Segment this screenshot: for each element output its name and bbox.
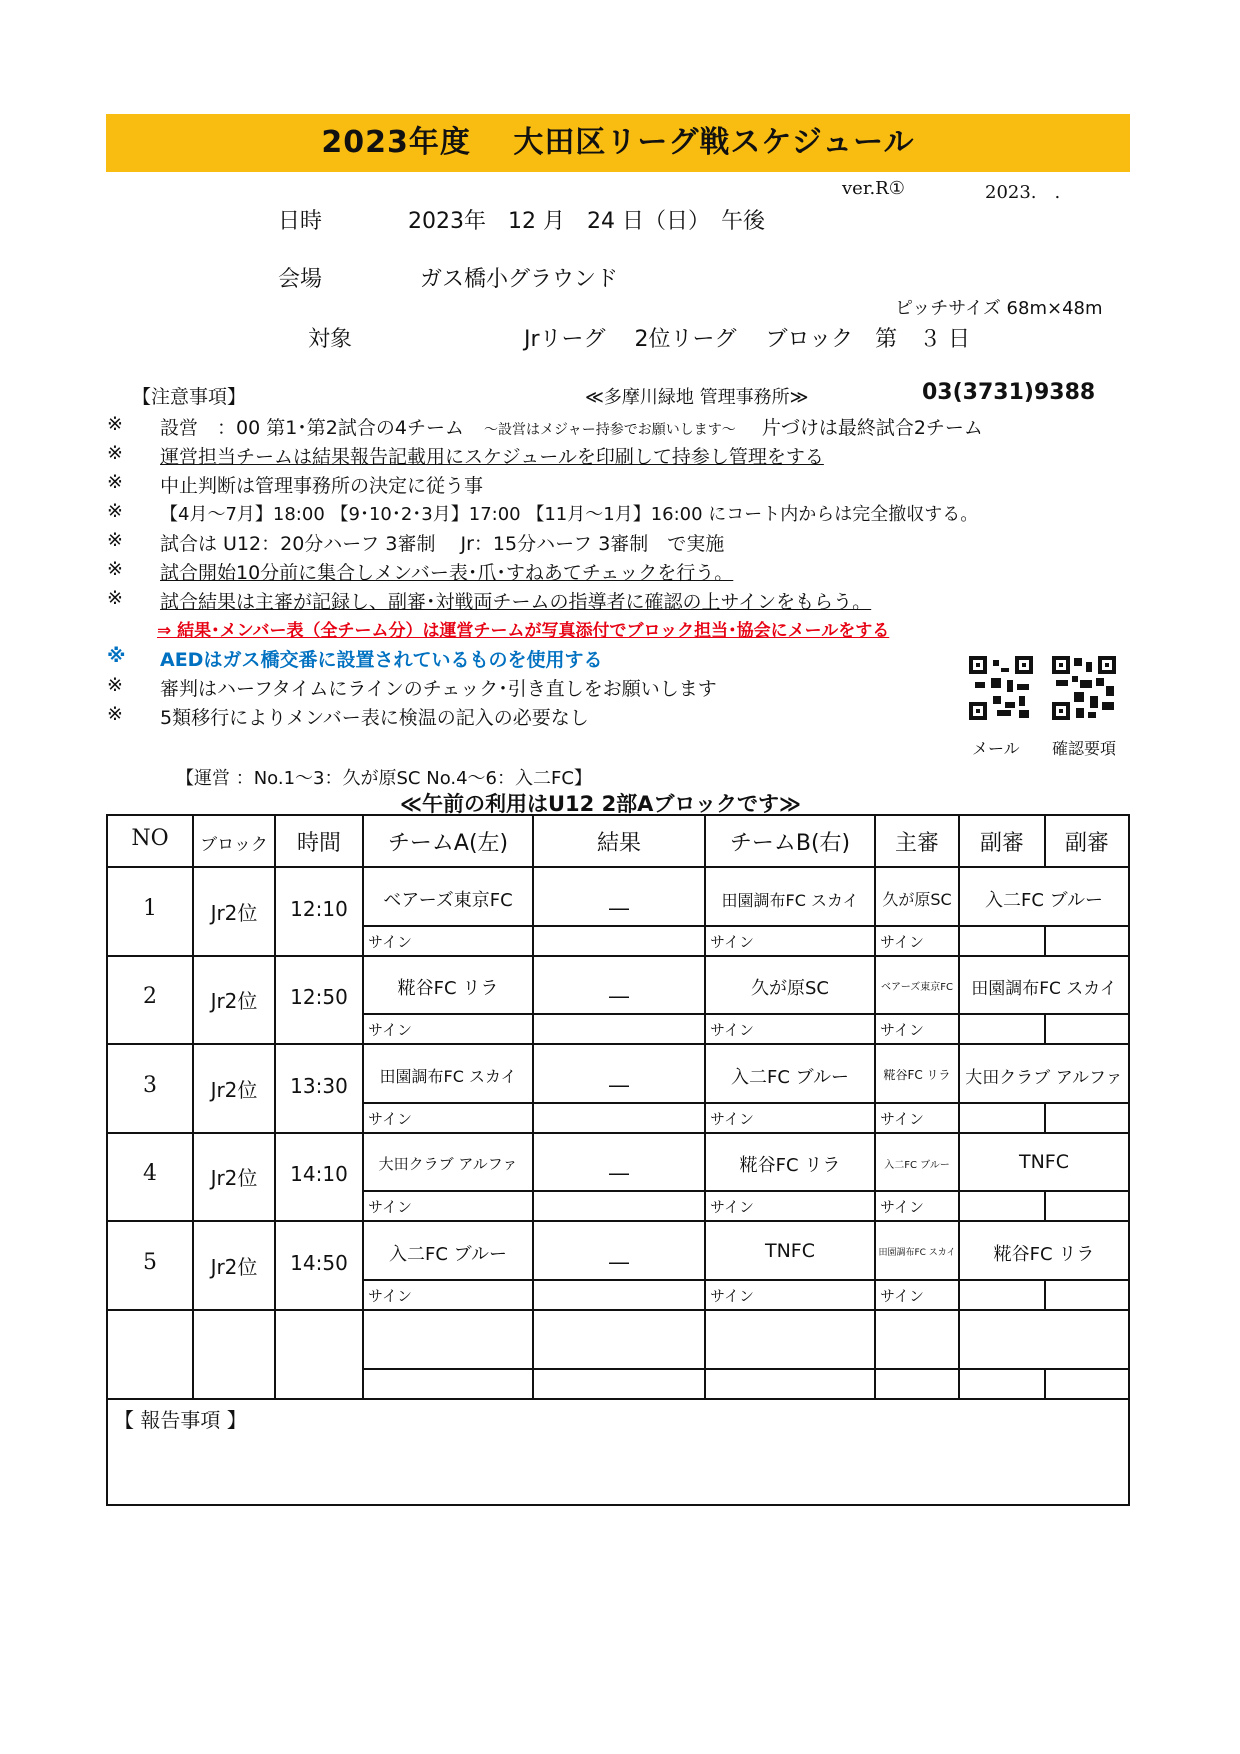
sign-label: サイン bbox=[368, 1198, 412, 1216]
sign-label: サイン bbox=[880, 1287, 924, 1305]
date-label: 日時 bbox=[278, 209, 323, 234]
note-mark: ※ bbox=[107, 413, 123, 435]
sign-label: サイン bbox=[710, 933, 754, 951]
header-time: 時間 bbox=[296, 831, 341, 856]
note-item: 試合結果は主審が記録し、副審･対戦両チームの指導者に確認の上サインをもらう。 bbox=[160, 591, 872, 613]
row-assistant: 田園調布FC スカイ bbox=[971, 979, 1117, 999]
morning-note: ≪午前の利用はU12 2部Aブロックです≫ bbox=[400, 792, 801, 816]
row-assistant: TNFC bbox=[1018, 1151, 1069, 1173]
target-label: 対象 bbox=[308, 327, 353, 352]
row-block: Jr2位 bbox=[210, 1255, 258, 1279]
version-label: ver.R① bbox=[842, 178, 905, 199]
sign-label: サイン bbox=[880, 1021, 924, 1039]
sign-label: サイン bbox=[880, 1198, 924, 1216]
row-referee: ベアーズ東京FC bbox=[881, 982, 953, 993]
header-referee: 主審 bbox=[894, 831, 939, 856]
check-qr-code[interactable] bbox=[1052, 656, 1116, 720]
row-referee: 入二FC ブルー bbox=[884, 1160, 950, 1171]
row-time: 14:10 bbox=[290, 1162, 348, 1186]
row-result: ― bbox=[609, 1073, 629, 1097]
sign-label: サイン bbox=[368, 1021, 412, 1039]
header-no: NO bbox=[131, 826, 169, 851]
sign-label: サイン bbox=[880, 933, 924, 951]
header-assistant-1: 副審 bbox=[979, 831, 1024, 856]
schedule-table bbox=[106, 814, 1130, 1506]
note-mark: ※ bbox=[107, 645, 126, 667]
row-time: 13:30 bbox=[290, 1074, 348, 1098]
sign-label: サイン bbox=[368, 1110, 412, 1128]
note-aed: AEDはガス橋交番に設置されているものを使用する bbox=[160, 649, 603, 671]
header-block: ブロック bbox=[200, 835, 268, 855]
row-team-b: 入二FC ブルー bbox=[731, 1067, 849, 1088]
row-block: Jr2位 bbox=[210, 901, 258, 925]
date-value: 2023年 12 月 24 日（日） 午後 bbox=[408, 209, 765, 234]
row-block: Jr2位 bbox=[210, 1166, 258, 1190]
sign-label: サイン bbox=[880, 1110, 924, 1128]
qr-check-label: 確認要項 bbox=[1052, 739, 1117, 758]
note-covid: 5類移行によりメンバー表に検温の記入の必要なし bbox=[160, 707, 589, 729]
row-block: Jr2位 bbox=[210, 1078, 258, 1102]
header-team-b: チームB(右) bbox=[729, 831, 851, 856]
note-setup-cleanup: 片づけは最終試合2チーム bbox=[761, 417, 983, 439]
version-date: 2023. . bbox=[985, 182, 1061, 203]
note-mark: ※ bbox=[107, 674, 123, 696]
row-time: 12:50 bbox=[290, 985, 348, 1009]
note-setup-main: 設営 ：00 第1･第2試合の4チーム bbox=[160, 417, 464, 439]
note-item: 中止判断は管理事務所の決定に従う事 bbox=[160, 475, 484, 497]
row-result: ― bbox=[609, 1250, 629, 1274]
row-result: ― bbox=[609, 1161, 629, 1185]
qr-mail-label: メール bbox=[972, 739, 1020, 758]
row-block: Jr2位 bbox=[210, 989, 258, 1013]
row-team-a: 入二FC ブルー bbox=[389, 1244, 507, 1265]
note-setup bbox=[160, 413, 983, 440]
row-team-b: 田園調布FC スカイ bbox=[721, 891, 859, 910]
note-item: 試合開始10分前に集合しメンバー表･爪･すねあてチェックを行う。 bbox=[160, 562, 734, 584]
sign-label: サイン bbox=[710, 1287, 754, 1305]
note-red: ⇒ 結果･メンバー表（全チーム分）は運営チームが写真添付でブロック担当･協会にメールをする bbox=[157, 621, 890, 641]
title-bar bbox=[106, 114, 1130, 172]
sign-label: サイン bbox=[368, 933, 412, 951]
mail-qr-code[interactable] bbox=[969, 656, 1033, 720]
row-result: ― bbox=[609, 984, 629, 1008]
row-team-b: 糀谷FC リラ bbox=[739, 1155, 841, 1176]
page-title: 2023年度 大田区リーグ戦スケジュール bbox=[321, 125, 915, 160]
row-no: 1 bbox=[143, 896, 157, 921]
row-team-a: 大田クラブ アルファ bbox=[378, 1155, 518, 1173]
note-mark: ※ bbox=[107, 442, 123, 464]
row-referee: 糀谷FC リラ bbox=[883, 1068, 951, 1082]
row-team-a: 田園調布FC スカイ bbox=[379, 1067, 517, 1086]
note-mark: ※ bbox=[107, 558, 123, 580]
pitch-size: ピッチサイズ 68m×48m bbox=[895, 298, 1103, 319]
note-mark: ※ bbox=[107, 529, 123, 551]
row-assistant: 糀谷FC リラ bbox=[993, 1244, 1095, 1265]
office-phone: 03(3731)9388 bbox=[922, 380, 1096, 405]
sign-label: サイン bbox=[710, 1110, 754, 1128]
row-referee: 久が原SC bbox=[882, 890, 952, 909]
row-time: 14:50 bbox=[290, 1251, 348, 1275]
sign-label: サイン bbox=[368, 1287, 412, 1305]
header-assistant-2: 副審 bbox=[1064, 831, 1109, 856]
sign-label: サイン bbox=[710, 1198, 754, 1216]
office-name: ≪多摩川緑地 管理事務所≫ bbox=[585, 387, 809, 408]
row-no: 4 bbox=[143, 1161, 157, 1186]
venue-value: ガス橋小グラウンド bbox=[420, 267, 619, 292]
row-assistant: 大田クラブ アルファ bbox=[965, 1068, 1123, 1088]
note-mark: ※ bbox=[107, 703, 123, 725]
row-team-b: 久が原SC bbox=[751, 978, 829, 999]
row-team-b: TNFC bbox=[764, 1240, 815, 1262]
note-mark: ※ bbox=[107, 587, 123, 609]
note-item: 【4月～7月】18:00 【9･10･2･3月】17:00 【11月～1月】16:00 にコート内からは完全撤収する。 bbox=[160, 504, 979, 525]
sign-label: サイン bbox=[710, 1021, 754, 1039]
row-referee: 田園調布FC スカイ bbox=[878, 1248, 956, 1258]
header-result: 結果 bbox=[596, 831, 641, 856]
venue-label: 会場 bbox=[278, 267, 323, 292]
row-assistant: 入二FC ブルー bbox=[985, 890, 1103, 911]
note-setup-small: ～設営はメジャー持参でお願いします～ bbox=[484, 422, 736, 438]
note-referee: 審判はハーフタイムにラインのチェック･引き直しをお願いします bbox=[160, 678, 717, 700]
note-item: 運営担当チームは結果報告記載用にスケジュールを印刷して持参し管理をする bbox=[160, 446, 824, 468]
row-team-a: 糀谷FC リラ bbox=[397, 978, 499, 999]
row-time: 12:10 bbox=[290, 897, 348, 921]
notes-heading: 【注意事項】 bbox=[132, 386, 247, 408]
note-item: 試合は U12：20分ハーフ 3審制 Jr：15分ハーフ 3審制 で実施 bbox=[160, 533, 725, 555]
note-mark: ※ bbox=[107, 500, 123, 522]
row-no: 3 bbox=[143, 1073, 157, 1098]
row-team-a: ベアーズ東京FC bbox=[383, 890, 513, 911]
management-note: 【運営 ：No.1～3：久が原SC No.4～6：入二FC】 bbox=[176, 768, 592, 789]
target-value: Jrリーグ 2位リーグ ブロック 第 ３ 日 bbox=[524, 327, 971, 352]
note-mark: ※ bbox=[107, 471, 123, 493]
row-no: 5 bbox=[143, 1250, 157, 1275]
row-result: ― bbox=[609, 896, 629, 920]
header-team-a: チームA(左) bbox=[387, 831, 509, 856]
row-no: 2 bbox=[143, 984, 157, 1009]
report-label: 【 報告事項 】 bbox=[114, 1408, 247, 1432]
